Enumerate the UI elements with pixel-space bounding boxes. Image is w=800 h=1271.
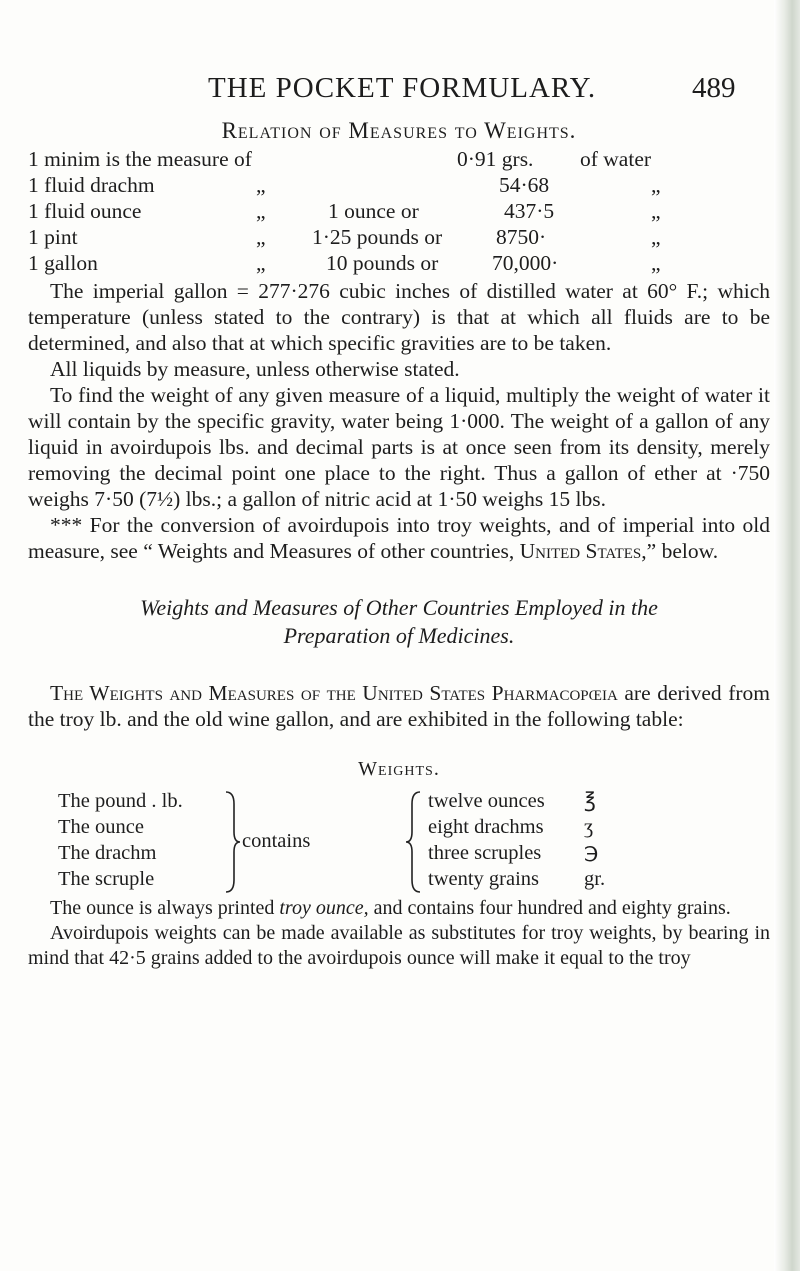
measures-row	[28, 198, 770, 224]
measure-name: 1 pint	[28, 225, 78, 249]
weight-unit: The drachm	[58, 842, 157, 864]
unit-note: of water	[580, 147, 652, 171]
weight-equivalent: twelve ounces	[428, 790, 545, 812]
specific-gravity-paragraph: To find the weight of any given measure of a liquid, multiply the weight of water it will contain by the specific gravity, water being 1·000. The weight of a gallon of any liquid in avoirdupois lbs. and decimal parts is at once seen from its density, merely removing the decimal point one place to the right. Thus a gallon of ether at ·750 weighs 7·50 (7½) lbs.; a gallon of nitric acid at 1·50 weighs 15 lbs.	[28, 383, 770, 511]
weight-equivalent: three scruples	[428, 842, 542, 864]
conversion-note-end: ” below.	[646, 539, 719, 563]
ditto-mark: „	[651, 225, 661, 249]
measures-row	[28, 224, 770, 250]
left-brace-icon	[404, 790, 422, 894]
troy-ounce-text: The ounce is always printed	[50, 897, 275, 919]
measure-name: 1 gallon	[28, 251, 98, 275]
ditto-mark: „	[651, 173, 661, 197]
apothecary-symbol: ℈	[584, 842, 599, 864]
us-pharmacopoeia-paragraph	[28, 680, 770, 732]
troy-ounce-term: troy ounce,	[279, 897, 369, 919]
grains-value: 8750·	[496, 225, 547, 249]
cross-reference: United States,	[519, 539, 647, 563]
measures-row	[28, 146, 770, 172]
troy-ounce-paragraph	[28, 896, 770, 921]
conversion-note-text: *** For the conversion of avoirdupois into troy weights, and of imperial into old measure, see “ Weights and Measures of other countries,	[28, 513, 770, 563]
apothecary-symbol: ℥	[584, 790, 596, 812]
page-number: 489	[692, 72, 736, 104]
weight-equivalent: twenty grains	[428, 868, 540, 890]
right-brace-icon	[224, 790, 242, 894]
page-edge	[774, 0, 800, 1271]
weights-heading: Weights.	[358, 758, 440, 780]
measure-name: 1 fluid drachm	[28, 173, 155, 197]
weights-table	[28, 788, 770, 896]
page-body	[28, 118, 770, 971]
weight-unit: The scruple	[58, 868, 155, 890]
ditto-mark: „	[256, 251, 266, 275]
ditto-mark: „	[651, 251, 661, 275]
grains-value: 54·68	[499, 173, 550, 197]
ditto-mark: „	[256, 199, 266, 223]
avoirdupois-paragraph: Avoirdupois weights can be made available as substitutes for troy weights, by bearing in mind that 42·5 grains added to the avoirdupois ounce will make it equal to the troy	[28, 922, 770, 969]
measures-table	[28, 146, 770, 278]
weight-equivalent: 10 pounds or	[326, 251, 439, 275]
measure-name: 1 minim is the measure of	[28, 147, 252, 171]
apothecary-symbol: ʒ	[584, 816, 594, 838]
measures-row	[28, 250, 770, 276]
running-header	[0, 72, 800, 108]
measures-row	[28, 172, 770, 198]
us-pharmacopoeia-lead: The Weights and Measures of the United States Pharmacopœia	[50, 681, 618, 705]
heading-line: Preparation of Medicines.	[283, 623, 515, 648]
conversion-note	[28, 512, 770, 564]
weight-equivalent: eight drachms	[428, 816, 544, 838]
liquids-note: All liquids by measure, unless otherwise stated.	[50, 357, 460, 381]
grains-value: 437·5	[504, 199, 555, 223]
contains-label: contains	[242, 830, 311, 852]
ditto-mark: „	[651, 199, 661, 223]
weight-unit: The pound . lb.	[58, 790, 183, 812]
weight-equivalent: 1 ounce or	[328, 199, 419, 223]
relation-heading: Relation of Measures to Weights.	[221, 118, 577, 143]
troy-ounce-text-end: and contains four hundred and eighty grains.	[373, 897, 731, 919]
other-countries-heading	[28, 594, 770, 650]
grains-value: 0·91 grs.	[457, 147, 534, 171]
running-title: THE POCKET FORMULARY.	[208, 72, 597, 104]
us-pharmacopoeia-text: are derived from the troy lb. and the old wine gallon, and are exhibited in the following table:	[28, 681, 771, 731]
imperial-gallon-paragraph: The imperial gallon = 277·276 cubic inches of distilled water at 60° F.; which temperature (unless stated to the contrary) is that at which all fluids are to be determined, and also that at which specific gravities are to be taken.	[28, 279, 770, 355]
weight-equivalent: 1·25 pounds or	[312, 225, 443, 249]
grains-value: 70,000·	[492, 251, 559, 275]
heading-line: Weights and Measures of Other Countries Employed in the	[140, 595, 658, 620]
measure-name: 1 fluid ounce	[28, 199, 142, 223]
weight-unit: The ounce	[58, 816, 144, 838]
ditto-mark: „	[256, 225, 266, 249]
ditto-mark: „	[256, 173, 266, 197]
apothecary-symbol: gr.	[584, 868, 606, 890]
